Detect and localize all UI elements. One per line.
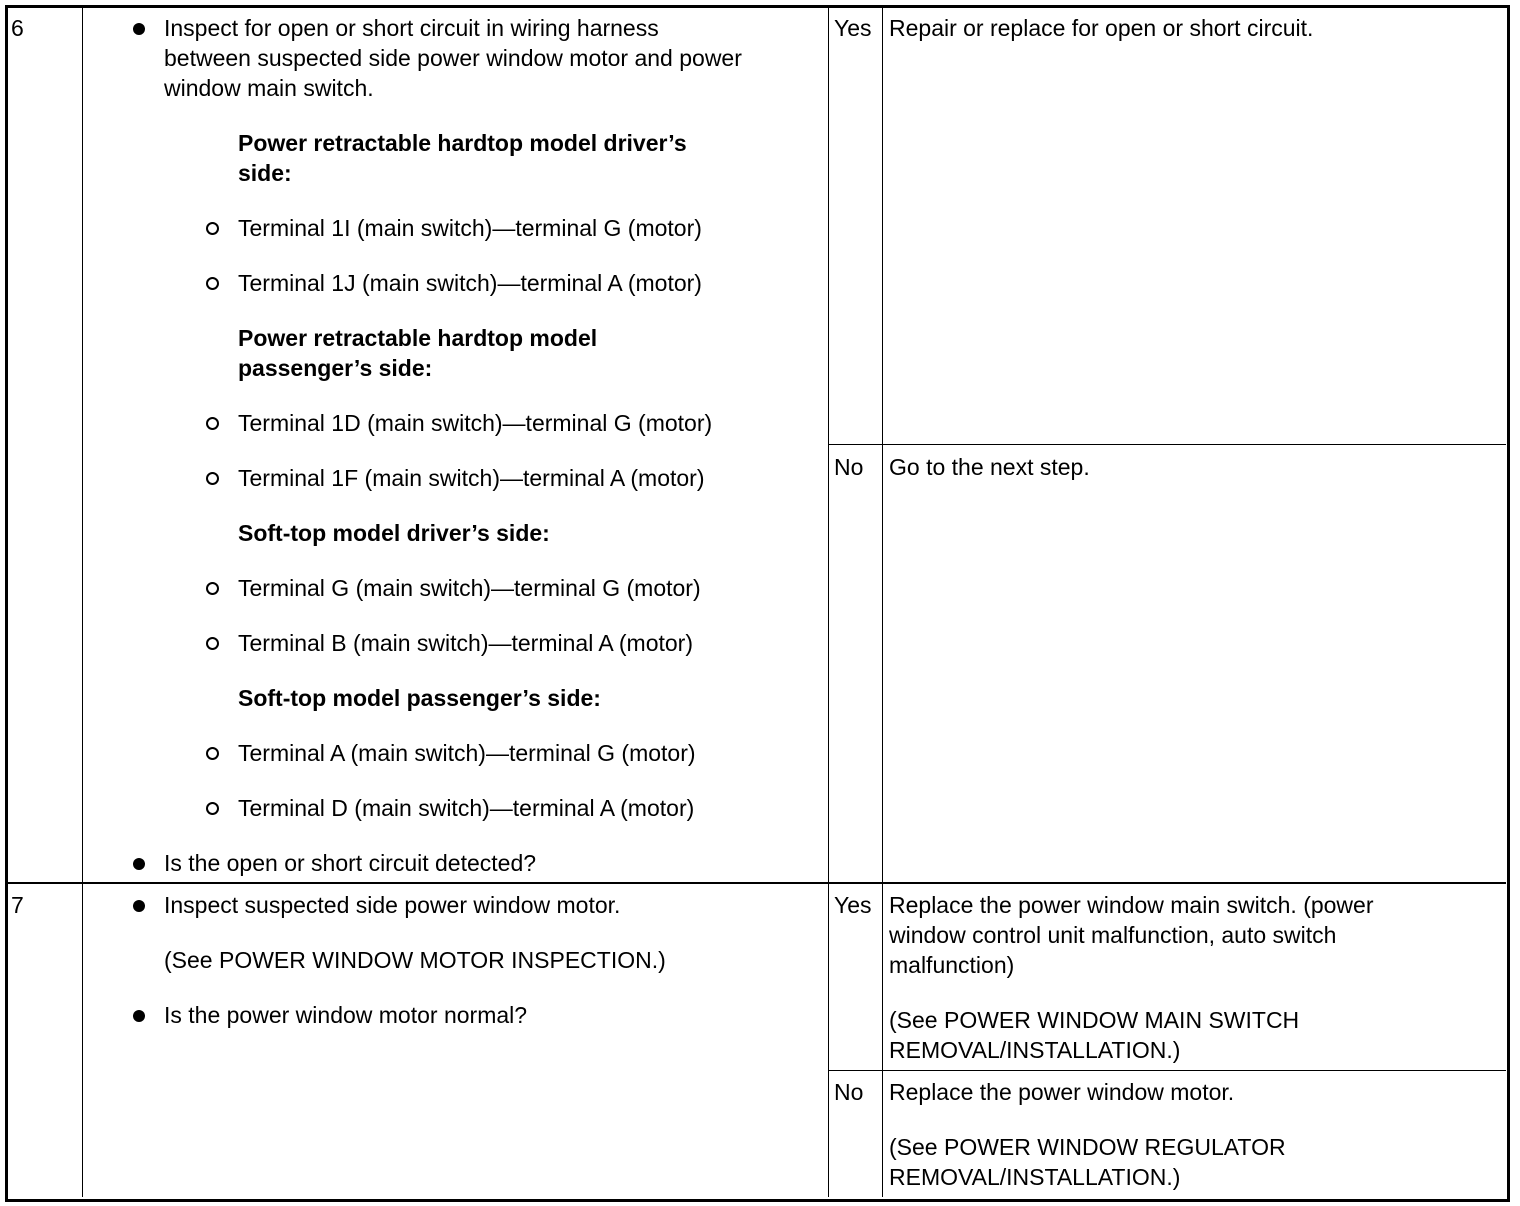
action-text: Go to the next step. — [889, 454, 1090, 480]
column-divider-action — [882, 7, 883, 1197]
check-text: Inspect suspected side power window motor. — [164, 892, 621, 918]
circle-bullet-icon — [206, 277, 219, 290]
bullet-icon — [133, 23, 145, 35]
column-divider-step — [82, 7, 83, 1197]
bullet-icon — [133, 1010, 145, 1022]
terminal-item: Terminal 1I (main switch)—terminal G (motor) — [238, 215, 702, 241]
bullet-icon — [133, 858, 145, 870]
terminal-item: Terminal D (main switch)—terminal A (motor) — [238, 795, 695, 821]
reference-note: (See POWER WINDOW MOTOR INSPECTION.) — [164, 947, 666, 973]
result-label-yes: Yes — [834, 15, 872, 41]
terminal-item: Terminal A (main switch)—terminal G (motor) — [238, 740, 696, 766]
terminal-item: Terminal 1F (main switch)—terminal A (motor) — [238, 465, 705, 491]
step-number: 7 — [11, 892, 24, 918]
circle-bullet-icon — [206, 222, 219, 235]
subheading: passenger’s side: — [238, 355, 433, 381]
step-number: 6 — [11, 15, 24, 41]
action-text: Replace the power window motor. — [889, 1079, 1235, 1105]
result-label-yes: Yes — [834, 892, 872, 918]
result-label-no: No — [834, 1079, 864, 1105]
row-divider-result-7 — [828, 1070, 1506, 1071]
check-text: window main switch. — [164, 75, 374, 101]
circle-bullet-icon — [206, 802, 219, 815]
circle-bullet-icon — [206, 582, 219, 595]
circle-bullet-icon — [206, 472, 219, 485]
subheading: side: — [238, 160, 292, 186]
subheading: Power retractable hardtop model — [238, 325, 598, 351]
action-text: Repair or replace for open or short circuit. — [889, 15, 1314, 41]
bullet-icon — [133, 900, 145, 912]
circle-bullet-icon — [206, 637, 219, 650]
row-divider-step — [7, 882, 1506, 884]
reference-note: (See POWER WINDOW MAIN SWITCH — [889, 1007, 1300, 1033]
action-text: Replace the power window main switch. (power — [889, 892, 1374, 918]
subheading: Power retractable hardtop model driver’s — [238, 130, 687, 156]
check-text: between suspected side power window motor and power — [164, 45, 742, 71]
subheading: Soft-top model passenger’s side: — [238, 685, 601, 711]
terminal-item: Terminal B (main switch)—terminal A (motor) — [238, 630, 693, 656]
column-divider-result — [828, 7, 829, 1197]
check-text: Inspect for open or short circuit in wiring harness — [164, 15, 659, 41]
circle-bullet-icon — [206, 747, 219, 760]
reference-note: (See POWER WINDOW REGULATOR — [889, 1134, 1286, 1160]
question-text: Is the open or short circuit detected? — [164, 850, 537, 876]
reference-note: REMOVAL/INSTALLATION.) — [889, 1164, 1181, 1190]
terminal-item: Terminal 1D (main switch)—terminal G (motor) — [238, 410, 713, 436]
terminal-item: Terminal G (main switch)—terminal G (motor) — [238, 575, 701, 601]
question-text: Is the power window motor normal? — [164, 1002, 528, 1028]
row-divider-result-6 — [828, 444, 1506, 445]
circle-bullet-icon — [206, 417, 219, 430]
action-text: window control unit malfunction, auto switch — [889, 922, 1337, 948]
terminal-item: Terminal 1J (main switch)—terminal A (motor) — [238, 270, 702, 296]
action-text: malfunction) — [889, 952, 1015, 978]
reference-note: REMOVAL/INSTALLATION.) — [889, 1037, 1181, 1063]
result-label-no: No — [834, 454, 864, 480]
subheading: Soft-top model driver’s side: — [238, 520, 550, 546]
